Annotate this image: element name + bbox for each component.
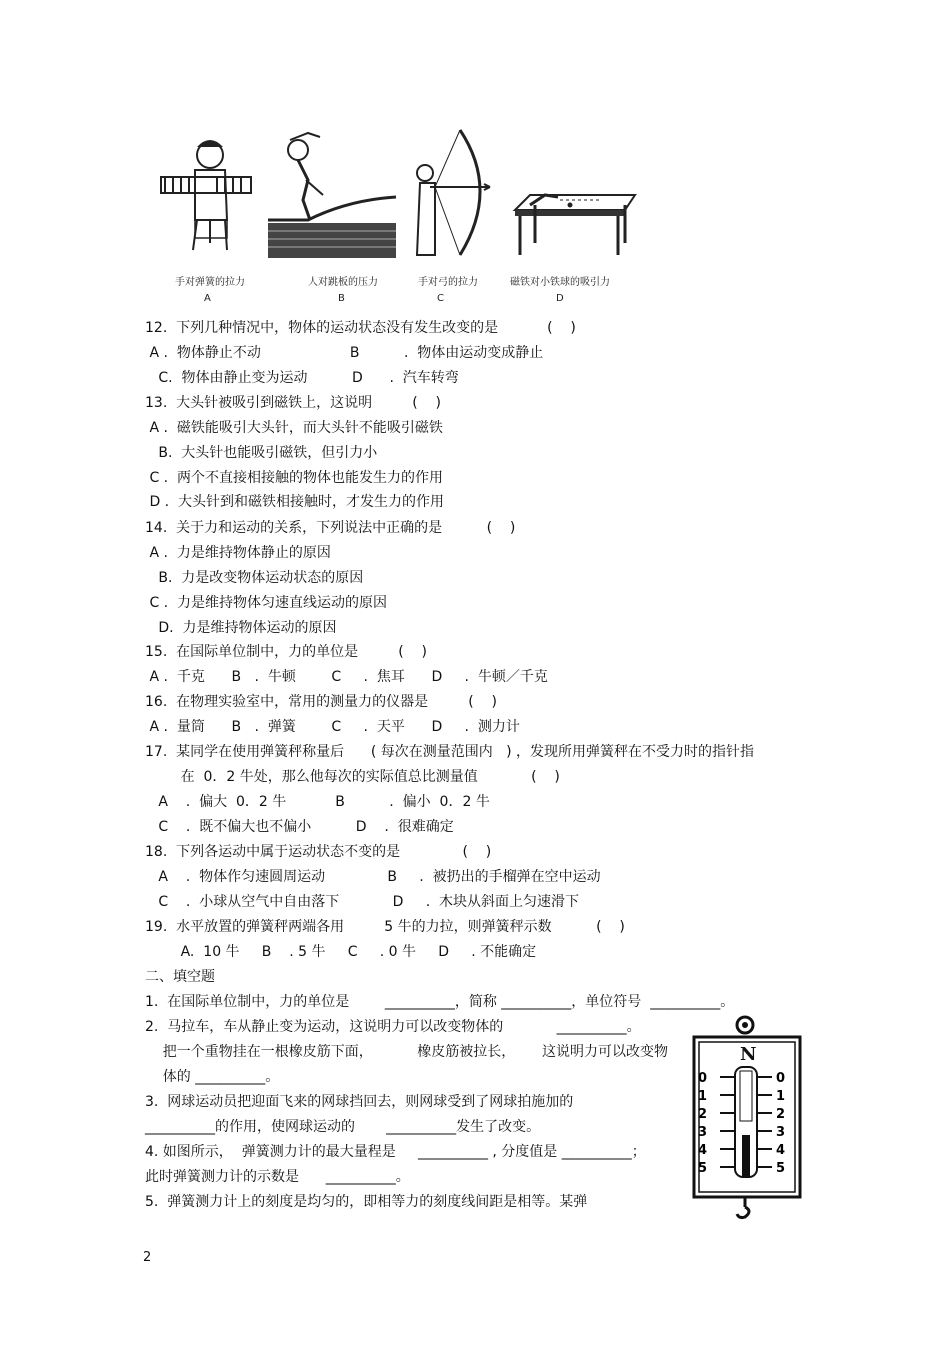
text-line: C . 既不偏大也不偏小 D . 很难确定	[145, 819, 454, 835]
text-line: 在 0．2 牛处，那么他每次的实际值总比测量值 ( )	[145, 769, 560, 785]
gauge-tick-label-right: 3	[776, 1125, 786, 1140]
figure-strip	[150, 125, 640, 310]
figure-a-letter: A	[204, 293, 211, 304]
text-line: C. 物体由静止变为运动 D . 汽车转弯	[145, 370, 459, 386]
text-line: A . 力是维持物体静止的原因	[145, 545, 331, 561]
gauge-tick-label-left: 1	[698, 1089, 708, 1104]
text-line: A . 磁铁能吸引大头针，而大头针不能吸引磁铁	[145, 420, 443, 436]
gauge-tick-label-right: 5	[776, 1161, 786, 1176]
gauge-tick-label-right: 4	[776, 1143, 786, 1158]
text-line: D . 大头针到和磁铁相接触时，才发生力的作用	[145, 494, 445, 510]
text-line: 5. 弹簧测力计上的刻度是均匀的，即相等力的刻度线间距是相等。某弹	[145, 1194, 588, 1210]
text-line: C . 力是维持物体匀速直线运动的原因	[145, 595, 388, 611]
text-line: 2. 马拉车，车从静止变为运动，这说明力可以改变物体的 __________。	[145, 1019, 641, 1035]
gauge-tick-label-right: 2	[776, 1107, 786, 1122]
figure-b-letter: B	[338, 293, 345, 304]
section-heading: 二、填空题	[145, 969, 215, 985]
text-line: B. 大头针也能吸引磁铁，但引力小	[145, 445, 378, 461]
gauge-tick-label-left: 0	[698, 1071, 708, 1086]
text-line: A . 物体作匀速圆周运动 B . 被扔出的手榴弹在空中运动	[145, 869, 601, 885]
figure-c-letter: C	[437, 293, 444, 304]
text-line: A. 10 牛 B . 5 牛 C . 0 牛 D . 不能确定	[145, 944, 537, 960]
text-line: __________的作用，使网球运动的 __________发生了改变。	[145, 1119, 541, 1135]
text-line: 16. 在物理实验室中，常用的测量力的仪器是 ( )	[145, 694, 497, 710]
text-line: 13. 大头针被吸引到磁铁上，这说明 ( )	[145, 395, 441, 411]
text-line: 把一个重物挂在一根橡皮筋下面， 橡皮筋被拉长， 这说明力可以改变物	[145, 1044, 669, 1060]
text-line: C . 两个不直接相接触的物体也能发生力的作用	[145, 470, 444, 486]
text-line: 4. 如图所示， 弹簧测力计的最大量程是 __________ , 分度值是 __________；	[145, 1144, 646, 1160]
text-line: 3. 网球运动员把迎面飞来的网球挡回去，则网球受到了网球拍施加的	[145, 1094, 574, 1110]
figure-d-letter: D	[556, 293, 564, 304]
text-line: A . 量筒 B . 弹簧 C . 天平 D . 测力计	[145, 719, 520, 735]
text-line: 此时弹簧测力计的示数是 __________。	[145, 1169, 410, 1185]
text-line: 19. 水平放置的弹簧秤两端各用 5 牛的力拉，则弹簧秤示数 ( )	[145, 919, 625, 935]
gauge-tick-label-left: 2	[698, 1107, 708, 1122]
figure-b-image	[268, 125, 398, 260]
text-line: D. 力是维持物体运动的原因	[145, 620, 337, 636]
text-line: A . 千克 B . 牛顿 C . 焦耳 D . 牛顿／千克	[145, 669, 548, 685]
gauge-tick-label-right: 0	[776, 1071, 786, 1086]
figure-d-caption: 磁铁对小铁球的吸引力	[510, 277, 610, 288]
gauge-tick-label-right: 1	[776, 1089, 786, 1104]
text-line: C . 小球从空气中自由落下 D . 木块从斜面上匀速滑下	[145, 894, 580, 910]
text-line: 1. 在国际单位制中，力的单位是 __________，简称 __________，单位符号 __________。	[145, 994, 735, 1010]
gauge-unit-label: N	[740, 1044, 757, 1065]
text-line: B. 力是改变物体运动状态的原因	[145, 570, 364, 586]
text-line: A . 物体静止不动 B . 物体由运动变成静止	[145, 345, 544, 361]
page-number: 2	[143, 1250, 152, 1265]
figure-b-caption: 人对跳板的压力	[308, 277, 378, 288]
spring-scale-figure	[690, 1015, 805, 1220]
text-line: 17. 某同学在使用弹簧秤称量后 ( 每次在测量范围内 ) ，发现所用弹簧秤在不受力时的指针指	[145, 744, 755, 760]
figure-c-caption: 手对弓的拉力	[418, 277, 478, 288]
text-line: 15. 在国际单位制中，力的单位是 ( )	[145, 644, 427, 660]
text-line: 18. 下列各运动中属于运动状态不变的是 ( )	[145, 844, 492, 860]
gauge-tick-label-left: 5	[698, 1161, 708, 1176]
figure-c-image	[405, 125, 500, 260]
text-line: A . 偏大 0．2 牛 B . 偏小 0．2 牛	[145, 794, 490, 810]
gauge-tick-label-left: 3	[698, 1125, 708, 1140]
text-line: 体的 __________。	[145, 1069, 280, 1085]
text-line: 14. 关于力和运动的关系，下列说法中正确的是 ( )	[145, 520, 516, 536]
figure-a-image	[155, 125, 255, 260]
text-line: 12. 下列几种情况中，物体的运动状态没有发生改变的是 ( )	[145, 320, 576, 336]
gauge-tick-label-left: 4	[698, 1143, 708, 1158]
figure-a-caption: 手对弹簧的拉力	[175, 277, 245, 288]
figure-d-image	[510, 125, 640, 260]
